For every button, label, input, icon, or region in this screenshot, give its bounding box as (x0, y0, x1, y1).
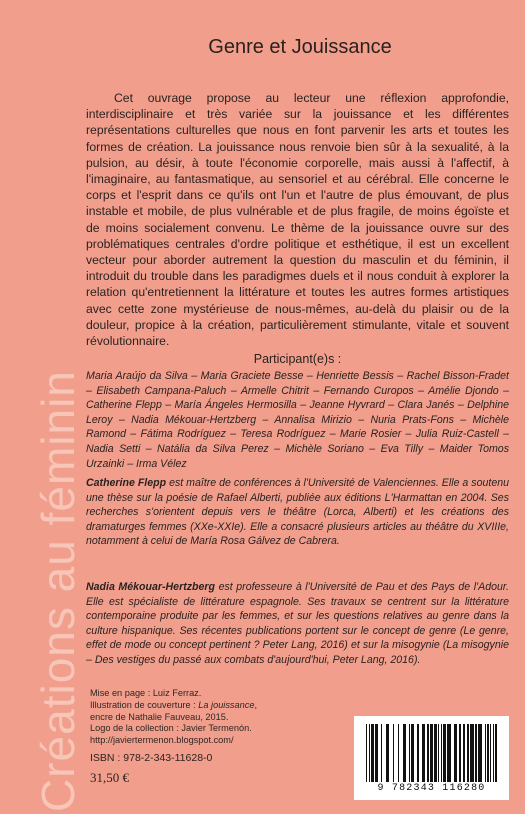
author-bio-flepp (86, 476, 509, 549)
author-name: Nadia Mékouar-Hertzberg (86, 581, 215, 593)
book-title: Genre et Jouissance (208, 36, 392, 58)
price: 31,50 € (90, 770, 129, 785)
barcode (354, 716, 509, 800)
isbn: ISBN : 978-2-343-11628-0 (90, 752, 213, 764)
participants-heading: Participant(e)s : (253, 352, 342, 366)
collection-name: Créations au féminin (32, 370, 84, 812)
cover-credit-line2: encre de Nathalie Fauveau, 2015. (90, 711, 229, 722)
participants-list: Maria Araújo da Silva – Maria Graciete Besse – Henriette Bessis – Rachel Bisson-Fradet – Elisabeth Campana-Paluch – Armelle Chitrit – Fernando Curopos – Amélie Djondo – Catherine Flepp – María Ángeles Hermosilla – Jeanne Hyvrard – Clara Janés – Delphine Leroy – Nadia Mékouar-Hertzberg – Annalisa Mirizio – Nuria Prats-Fons – Michèle Ramond – Fátima Rodríguez – Teresa Rodríguez – Marie Rosier – Julia Ruiz-Castell – Nadia Setti – Natália da Silva Perez – Michèle Soriano – Eva Tilly – Maider Tomos Urzainki – Irma Vélez (86, 370, 509, 470)
barcode-bar (495, 724, 496, 782)
collection-spine (4, 0, 84, 814)
book-summary: Cet ouvrage propose au lecteur une réflexion approfondie, interdisciplinaire et très variée sur la jouissance et les différentes représentations culturelles que nous en font parvenir les arts et toutes les formes de création. La jouissance nous renvoie bien sûr à la sexualité, à la pulsion, au désir, à toute l'économie corporelle, mais aussi à l'affectif, à l'imaginaire, au fantasmatique, au sensoriel et au cérébral. Elle concerne le corps et l'esprit dans ce qu'ils ont l'un et l'autre de plus émouvant, de plus instable et mobile, de plus vulnérable et de plus fragile, de moins égoïste et de moins socialement convenu. Le thème de la jouissance ouvre sur des problématiques centrales d'ordre politique et esthétique, il est un excellent vecteur pour aborder autrement la question du masculin et du féminin, il introduit du trouble dans les paradigmes duels et il nous conduit à explorer la relation qu'entretiennent la littérature et toutes les autres formes artistiques avec cette zone mystérieuse de nous-mêmes, au-delà du plaisir ou de la douleur, propice à la création, particulièrement stimulante, vitale et souvent révolutionnaire. (86, 91, 509, 349)
author-bio-mekouar (86, 580, 509, 667)
layout-credit: Mise en page : Luiz Ferraz. (90, 688, 202, 698)
credit-url: http://javiertermenon.blogspot.com/ (90, 735, 234, 746)
credits-block (90, 688, 257, 747)
author-bio-text: est professeure à l'Université de Pau et des Pays de l'Adour. Elle est spécialiste de littérature espagnole. Ses travaux se centrent sur la littérature contemporaine produite par les femmes, et sur les questions relatives au genre dans la culture hispanique. Ses récentes publications portent sur le concept de genre (Le genre, effet de mode ou concept pertinent ? Peter Lang, 2016) et sur la misogynie (La misogynie – Des vestiges du passé aux combats d'aujourd'hui, Peter Lang, 2016). (86, 581, 509, 666)
cover-credit: Illustration de couverture : La jouissance, (90, 699, 258, 710)
author-bio-text: est maître de conférences à l'Université de Valenciennes. Elle a soutenu une thèse sur la poésie de Rafael Alberti, publiée aux éditions L'Harmattan en 2004. Ses recherches s'orientent depuis vers le théâtre (Lorca, Alberti) et les créations des dramaturges femmes (XXe-XXIe). Elle a consacré plusieurs articles au théâtre du XVIIIe, notamment à celui de María Rosa Gálvez de Cabrera. (86, 477, 509, 547)
author-name: Catherine Flepp (86, 477, 167, 489)
logo-credit: Logo de la collection : Javier Termenón. (90, 723, 252, 734)
barcode-bars (366, 724, 497, 782)
barcode-digits: 9 782343 116280 (377, 783, 486, 794)
